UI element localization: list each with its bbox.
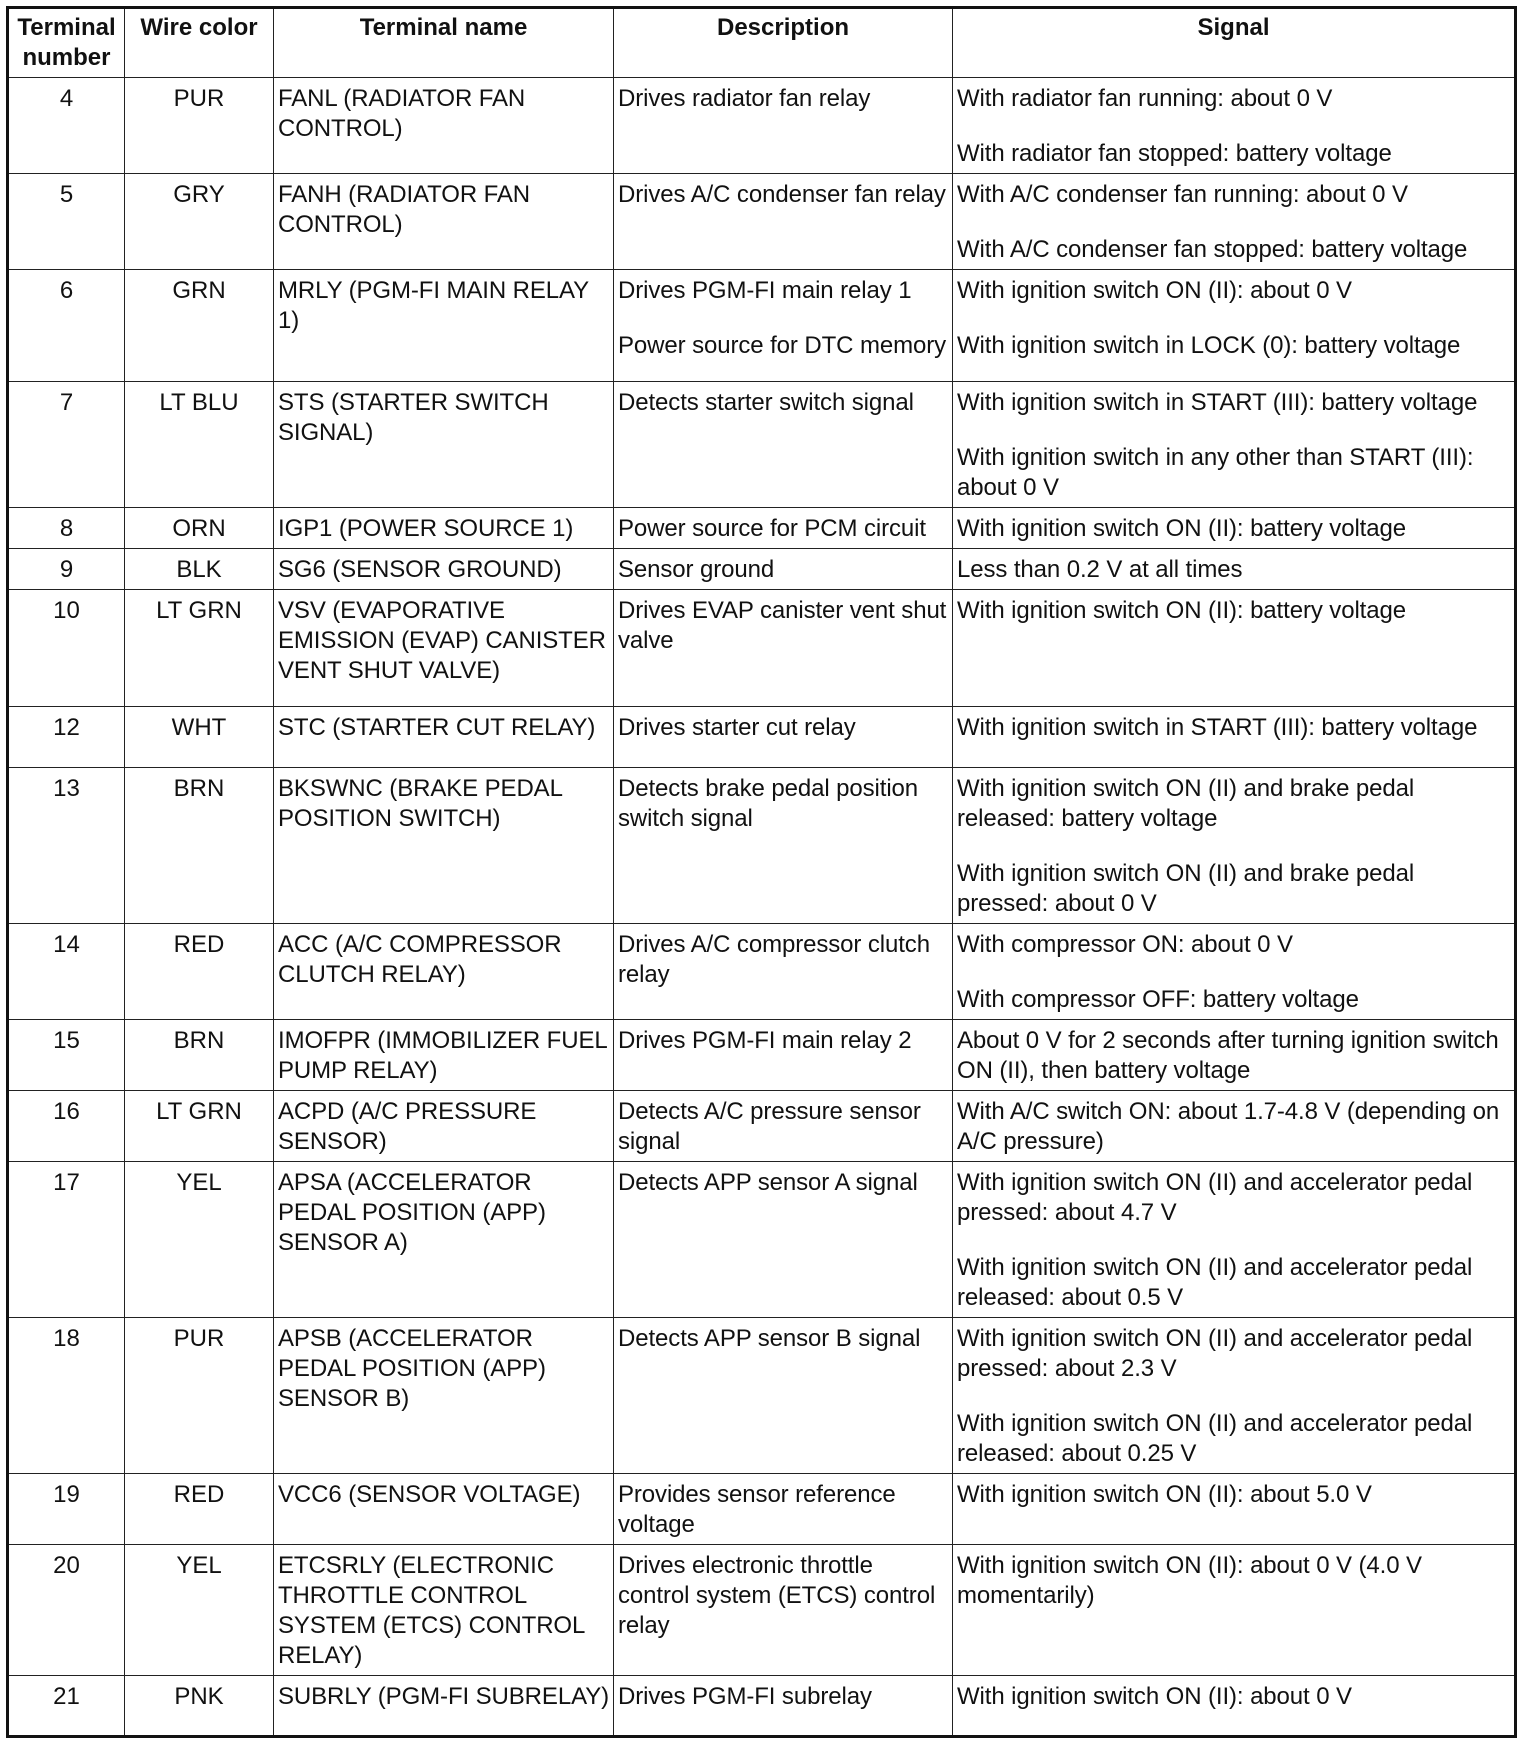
terminal-name-cell: STC (STARTER CUT RELAY) <box>274 707 614 768</box>
wire-color-cell: RED <box>125 924 274 1020</box>
signal-text: With A/C switch ON: about 1.7-4.8 V (depending on A/C pressure) <box>957 1098 1500 1155</box>
table-row <box>8 924 1516 1020</box>
wire-color-cell: PNK <box>125 1676 274 1737</box>
header-row <box>8 8 1516 78</box>
table-row <box>8 174 1516 270</box>
terminal-number-cell: 18 <box>8 1318 125 1474</box>
signal-cell <box>953 707 1516 768</box>
terminal-name-cell: VCC6 (SENSOR VOLTAGE) <box>274 1474 614 1545</box>
wire-color-cell: LT GRN <box>125 1091 274 1162</box>
wire-color-cell: RED <box>125 1474 274 1545</box>
description-cell <box>614 1318 953 1474</box>
table-row <box>8 1318 1516 1474</box>
terminal-name-cell: APSB (ACCELERATOR PEDAL POSITION (APP) SENSOR B) <box>274 1318 614 1474</box>
signal-text: With ignition switch ON (II) and accelerator pedal released: about 0.5 V <box>957 1254 1473 1311</box>
description-cell <box>614 508 953 549</box>
description-cell <box>614 382 953 508</box>
terminal-name-cell: BKSWNC (BRAKE PEDAL POSITION SWITCH) <box>274 768 614 924</box>
description-cell <box>614 768 953 924</box>
signal-cell <box>953 590 1516 707</box>
header-terminal-name: Terminal name <box>274 8 614 78</box>
description-text: Detects A/C pressure sensor signal <box>618 1098 921 1155</box>
terminal-table <box>6 6 1517 1738</box>
description-text: Drives PGM-FI main relay 2 <box>618 1027 912 1054</box>
terminal-name-cell: IMOFPR (IMMOBILIZER FUEL PUMP RELAY) <box>274 1020 614 1091</box>
description-text: Drives electronic throttle control system (ETCS) control relay <box>618 1552 936 1639</box>
description-cell <box>614 707 953 768</box>
signal-text: With ignition switch in any other than START (III): about 0 V <box>957 444 1474 501</box>
table-row <box>8 1091 1516 1162</box>
signal-text: With ignition switch ON (II) and brake pedal pressed: about 0 V <box>957 860 1415 917</box>
table-row <box>8 270 1516 382</box>
signal-text: With ignition switch ON (II): about 0 V <box>957 1683 1352 1710</box>
description-cell <box>614 549 953 590</box>
signal-text: With ignition switch in START (III): battery voltage <box>957 389 1478 416</box>
signal-text: With ignition switch ON (II): about 0 V <box>957 277 1352 304</box>
description-text: Detects APP sensor B signal <box>618 1325 921 1352</box>
signal-text: With compressor ON: about 0 V <box>957 931 1293 958</box>
terminal-number-cell: 8 <box>8 508 125 549</box>
signal-cell <box>953 270 1516 382</box>
signal-cell <box>953 1020 1516 1091</box>
terminal-name-cell: VSV (EVAPORATIVE EMISSION (EVAP) CANISTER VENT SHUT VALVE) <box>274 590 614 707</box>
signal-text: With ignition switch in LOCK (0): battery voltage <box>957 332 1461 359</box>
signal-cell <box>953 924 1516 1020</box>
signal-cell <box>953 768 1516 924</box>
table-row <box>8 768 1516 924</box>
signal-cell <box>953 549 1516 590</box>
signal-text: With radiator fan running: about 0 V <box>957 85 1333 112</box>
terminal-name-cell: STS (STARTER SWITCH SIGNAL) <box>274 382 614 508</box>
signal-cell <box>953 78 1516 174</box>
table-row <box>8 1545 1516 1676</box>
description-cell <box>614 1676 953 1737</box>
table-row <box>8 508 1516 549</box>
terminal-name-cell: FANH (RADIATOR FAN CONTROL) <box>274 174 614 270</box>
signal-text: With radiator fan stopped: battery voltage <box>957 140 1392 167</box>
signal-cell <box>953 1474 1516 1545</box>
terminal-number-cell: 4 <box>8 78 125 174</box>
signal-cell <box>953 1318 1516 1474</box>
description-text: Drives starter cut relay <box>618 714 856 741</box>
table-row <box>8 1162 1516 1318</box>
wire-color-cell: WHT <box>125 707 274 768</box>
description-cell <box>614 1474 953 1545</box>
table-row <box>8 1676 1516 1737</box>
description-text: Drives radiator fan relay <box>618 85 871 112</box>
description-text: Drives EVAP canister vent shut valve <box>618 597 947 654</box>
wire-color-cell: GRN <box>125 270 274 382</box>
header-signal: Signal <box>953 8 1516 78</box>
signal-text: With ignition switch ON (II) and accelerator pedal pressed: about 2.3 V <box>957 1325 1473 1382</box>
description-text: Drives A/C compressor clutch relay <box>618 931 930 988</box>
signal-text: With compressor OFF: battery voltage <box>957 986 1359 1013</box>
signal-text: With ignition switch in START (III): battery voltage <box>957 714 1478 741</box>
wire-color-cell: BLK <box>125 549 274 590</box>
terminal-number-cell: 6 <box>8 270 125 382</box>
table-row <box>8 549 1516 590</box>
table-row <box>8 707 1516 768</box>
terminal-number-cell: 10 <box>8 590 125 707</box>
terminal-number-cell: 20 <box>8 1545 125 1676</box>
wire-color-cell: LT BLU <box>125 382 274 508</box>
signal-text: With ignition switch ON (II): battery voltage <box>957 597 1406 624</box>
signal-text: Less than 0.2 V at all times <box>957 556 1243 583</box>
description-text: Drives PGM-FI main relay 1 <box>618 277 912 304</box>
signal-text: With ignition switch ON (II): about 5.0 V <box>957 1481 1372 1508</box>
terminal-name-cell: IGP1 (POWER SOURCE 1) <box>274 508 614 549</box>
signal-text: About 0 V for 2 seconds after turning ignition switch ON (II), then battery voltage <box>957 1027 1499 1084</box>
table-body <box>8 78 1516 1737</box>
description-text: Power source for DTC memory <box>618 332 947 359</box>
terminal-name-cell: SUBRLY (PGM-FI SUBRELAY) <box>274 1676 614 1737</box>
table-row <box>8 1020 1516 1091</box>
table-row <box>8 78 1516 174</box>
terminal-number-cell: 7 <box>8 382 125 508</box>
header-description: Description <box>614 8 953 78</box>
description-text: Drives A/C condenser fan relay <box>618 181 946 208</box>
signal-cell <box>953 174 1516 270</box>
wire-color-cell: PUR <box>125 1318 274 1474</box>
signal-cell <box>953 1091 1516 1162</box>
description-text: Provides sensor reference voltage <box>618 1481 896 1538</box>
wire-color-cell: YEL <box>125 1162 274 1318</box>
signal-text: With ignition switch ON (II) and accelerator pedal released: about 0.25 V <box>957 1410 1473 1467</box>
wire-color-cell: ORN <box>125 508 274 549</box>
terminal-number-cell: 13 <box>8 768 125 924</box>
description-cell <box>614 924 953 1020</box>
signal-text: With ignition switch ON (II) and brake pedal released: battery voltage <box>957 775 1415 832</box>
terminal-name-cell: APSA (ACCELERATOR PEDAL POSITION (APP) SENSOR A) <box>274 1162 614 1318</box>
table-header <box>8 8 1516 78</box>
wire-color-cell: LT GRN <box>125 590 274 707</box>
description-cell <box>614 1020 953 1091</box>
signal-cell <box>953 1162 1516 1318</box>
signal-cell <box>953 1545 1516 1676</box>
description-cell <box>614 1091 953 1162</box>
terminal-number-cell: 15 <box>8 1020 125 1091</box>
signal-cell <box>953 508 1516 549</box>
terminal-name-cell: ETCSRLY (ELECTRONIC THROTTLE CONTROL SYSTEM (ETCS) CONTROL RELAY) <box>274 1545 614 1676</box>
wire-color-cell: BRN <box>125 1020 274 1091</box>
header-terminal-number: Terminal number <box>8 8 125 78</box>
signal-text: With A/C condenser fan running: about 0 V <box>957 181 1408 208</box>
terminal-number-cell: 21 <box>8 1676 125 1737</box>
description-cell <box>614 1545 953 1676</box>
description-text: Detects brake pedal position switch signal <box>618 775 919 832</box>
table-row <box>8 590 1516 707</box>
signal-text: With ignition switch ON (II): about 0 V (4.0 V momentarily) <box>957 1552 1422 1609</box>
signal-text: With ignition switch ON (II): battery voltage <box>957 515 1406 542</box>
terminal-name-cell: FANL (RADIATOR FAN CONTROL) <box>274 78 614 174</box>
table-row <box>8 382 1516 508</box>
wire-color-cell: GRY <box>125 174 274 270</box>
description-cell <box>614 590 953 707</box>
description-text: Power source for PCM circuit <box>618 515 926 542</box>
terminal-number-cell: 9 <box>8 549 125 590</box>
description-cell <box>614 174 953 270</box>
terminal-number-cell: 16 <box>8 1091 125 1162</box>
terminal-name-cell: ACC (A/C COMPRESSOR CLUTCH RELAY) <box>274 924 614 1020</box>
terminal-number-cell: 14 <box>8 924 125 1020</box>
terminal-name-cell: SG6 (SENSOR GROUND) <box>274 549 614 590</box>
description-cell <box>614 1162 953 1318</box>
description-cell <box>614 78 953 174</box>
signal-cell <box>953 382 1516 508</box>
terminal-number-cell: 19 <box>8 1474 125 1545</box>
table-row <box>8 1474 1516 1545</box>
terminal-name-cell: MRLY (PGM-FI MAIN RELAY 1) <box>274 270 614 382</box>
description-text: Detects APP sensor A signal <box>618 1169 918 1196</box>
terminal-number-cell: 5 <box>8 174 125 270</box>
wire-color-cell: YEL <box>125 1545 274 1676</box>
terminal-number-cell: 17 <box>8 1162 125 1318</box>
signal-text: With A/C condenser fan stopped: battery voltage <box>957 236 1468 263</box>
description-text: Detects starter switch signal <box>618 389 914 416</box>
wire-color-cell: PUR <box>125 78 274 174</box>
description-text: Drives PGM-FI subrelay <box>618 1683 872 1710</box>
terminal-number-cell: 12 <box>8 707 125 768</box>
description-text: Sensor ground <box>618 556 775 583</box>
header-wire-color: Wire color <box>125 8 274 78</box>
wire-color-cell: BRN <box>125 768 274 924</box>
terminal-name-cell: ACPD (A/C PRESSURE SENSOR) <box>274 1091 614 1162</box>
signal-cell <box>953 1676 1516 1737</box>
description-cell <box>614 270 953 382</box>
signal-text: With ignition switch ON (II) and accelerator pedal pressed: about 4.7 V <box>957 1169 1473 1226</box>
